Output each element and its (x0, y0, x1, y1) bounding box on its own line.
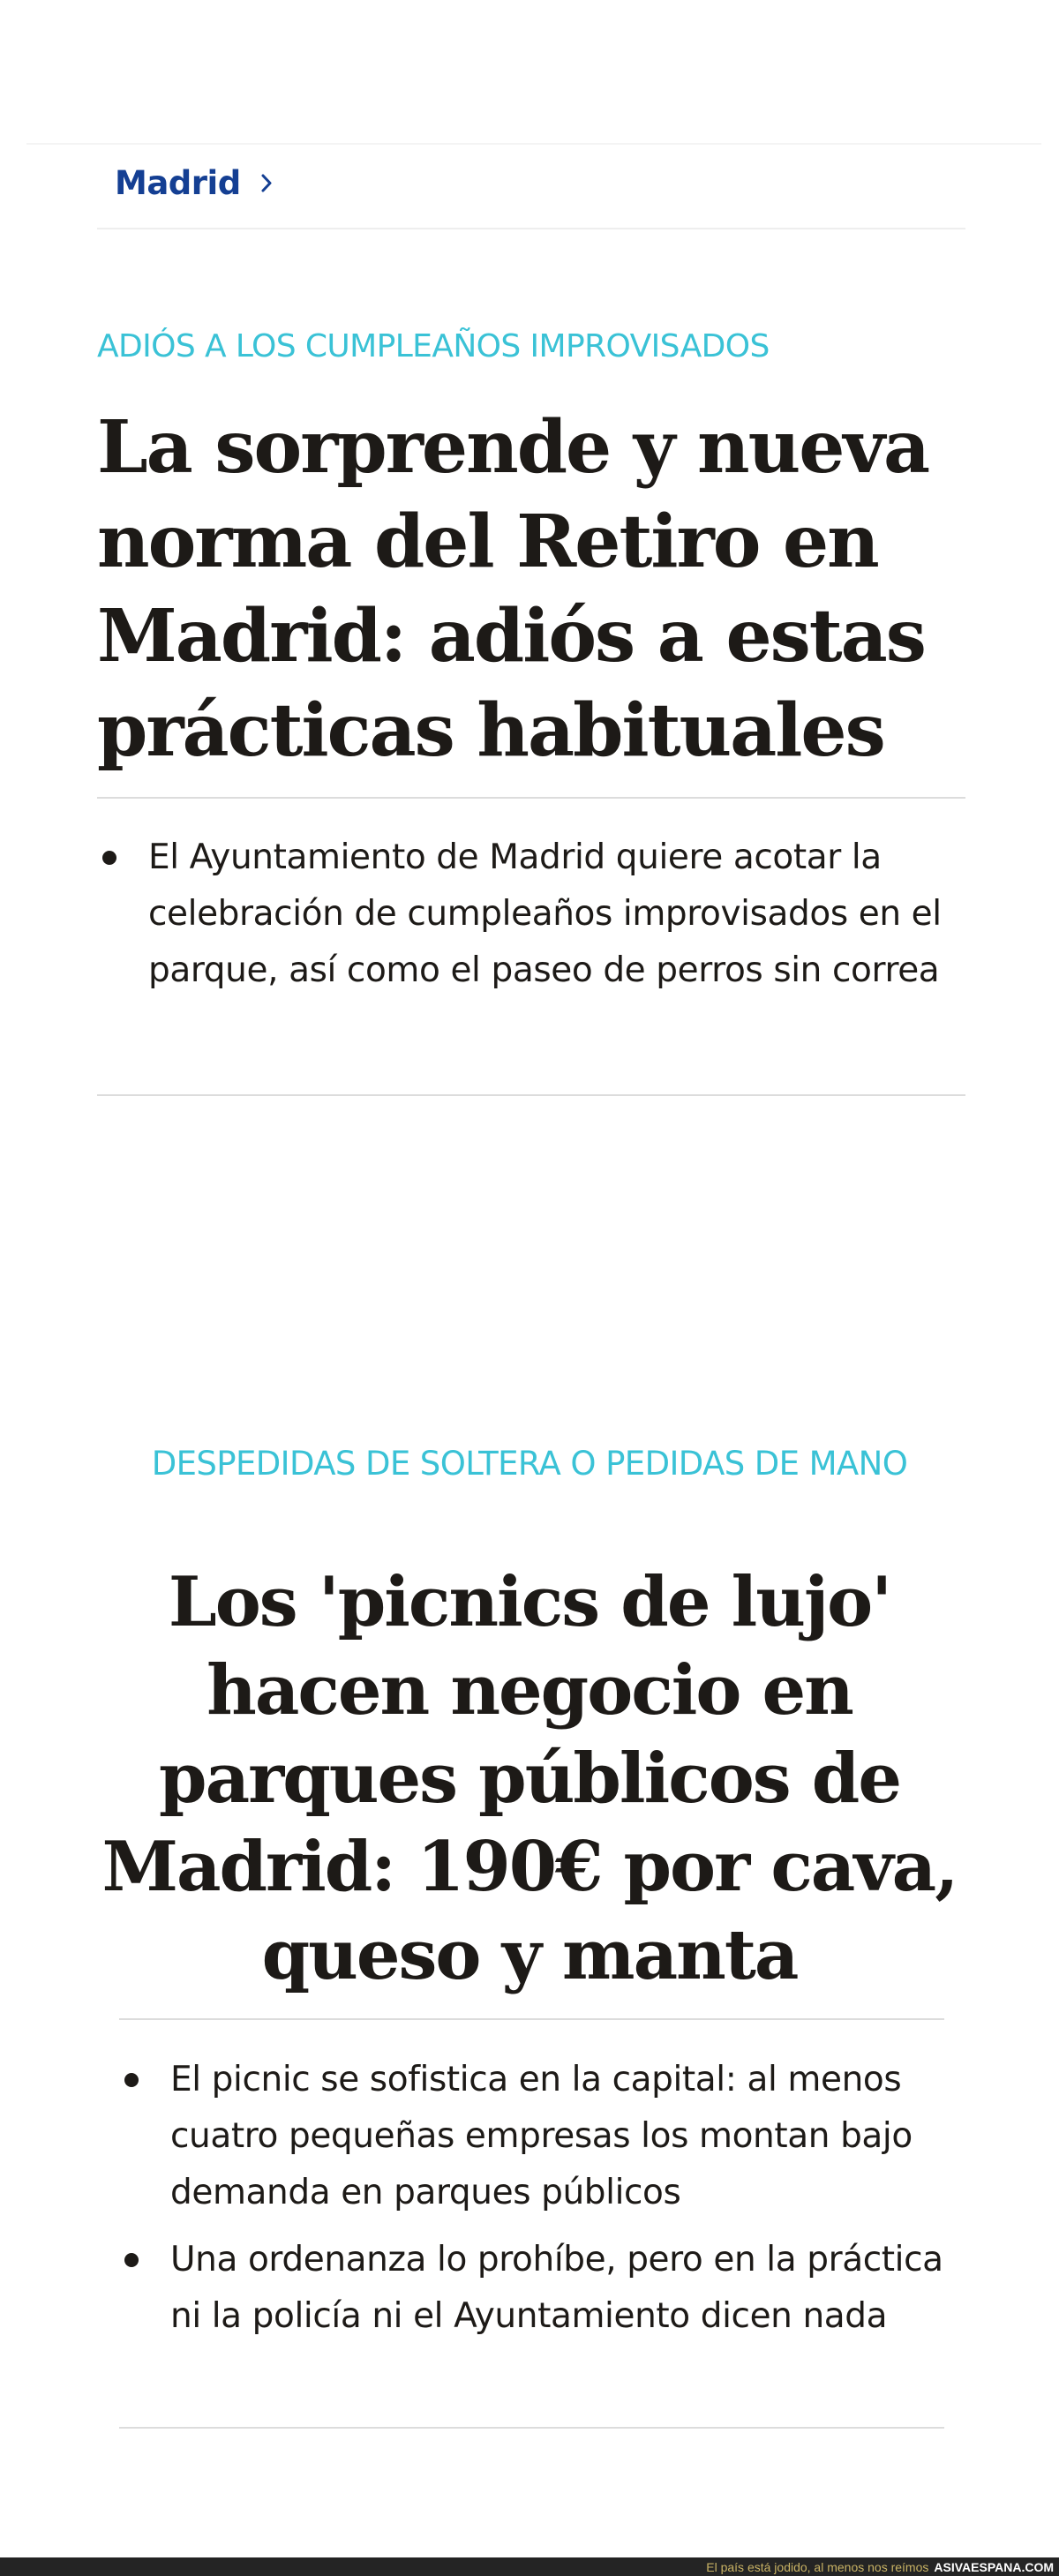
top-divider (26, 143, 1041, 145)
article-1-headline-divider (97, 797, 965, 799)
article-2-summary-list (119, 2052, 944, 2355)
bullet-dot-icon (124, 2073, 139, 2087)
article-2-summary-text-1: El picnic se sofistica en la capital: al menos cuatro pequeñas empresas los montan bajo demanda en parques públicos (170, 2060, 913, 2212)
article-2-summary-text-2: Una ordenanza lo prohíbe, pero en la práctica ni la policía ni el Ayuntamiento dicen nada (170, 2240, 943, 2336)
article-2-headline-divider (119, 2018, 944, 2020)
article-1-kicker: ADIÓS A LOS CUMPLEAÑOS IMPROVISADOS (97, 328, 770, 364)
chevron-right-icon (260, 172, 274, 194)
list-item (119, 2052, 944, 2221)
bullet-dot-icon (124, 2253, 139, 2267)
article-2-headline-link[interactable]: Los 'picnics de lujo' hacen negocio en parques públicos de Madrid: 190€ por cava, queso y manta (101, 1562, 958, 1995)
article-2-bottom-divider (119, 2427, 944, 2429)
list-item (119, 2232, 944, 2345)
breadcrumb[interactable] (115, 164, 274, 202)
article-1-headline-link[interactable]: La sorprende y nueva norma del Retiro en Madrid: adiós a estas prácticas habituales (97, 405, 929, 773)
article-1-bottom-divider (97, 1094, 965, 1096)
article-1-summary-list (97, 830, 965, 999)
list-item (97, 830, 965, 999)
article-2-kicker: DESPEDIDAS DE SOLTERA O PEDIDAS DE MANO (151, 1445, 908, 1483)
breadcrumb-divider (97, 228, 965, 229)
footer-site-link[interactable]: ASIVAESPANA.COM (934, 2559, 1054, 2574)
bullet-dot-icon (102, 851, 116, 865)
footer-slogan: El país está jodido, al menos nos reímos (706, 2559, 929, 2574)
article-1-summary-text: El Ayuntamiento de Madrid quiere acotar la celebración de cumpleaños improvisados en el parque, así como el paseo de perros sin correa (148, 837, 942, 990)
breadcrumb-section-link[interactable]: Madrid (115, 164, 241, 202)
footer-bar (0, 2557, 1059, 2576)
